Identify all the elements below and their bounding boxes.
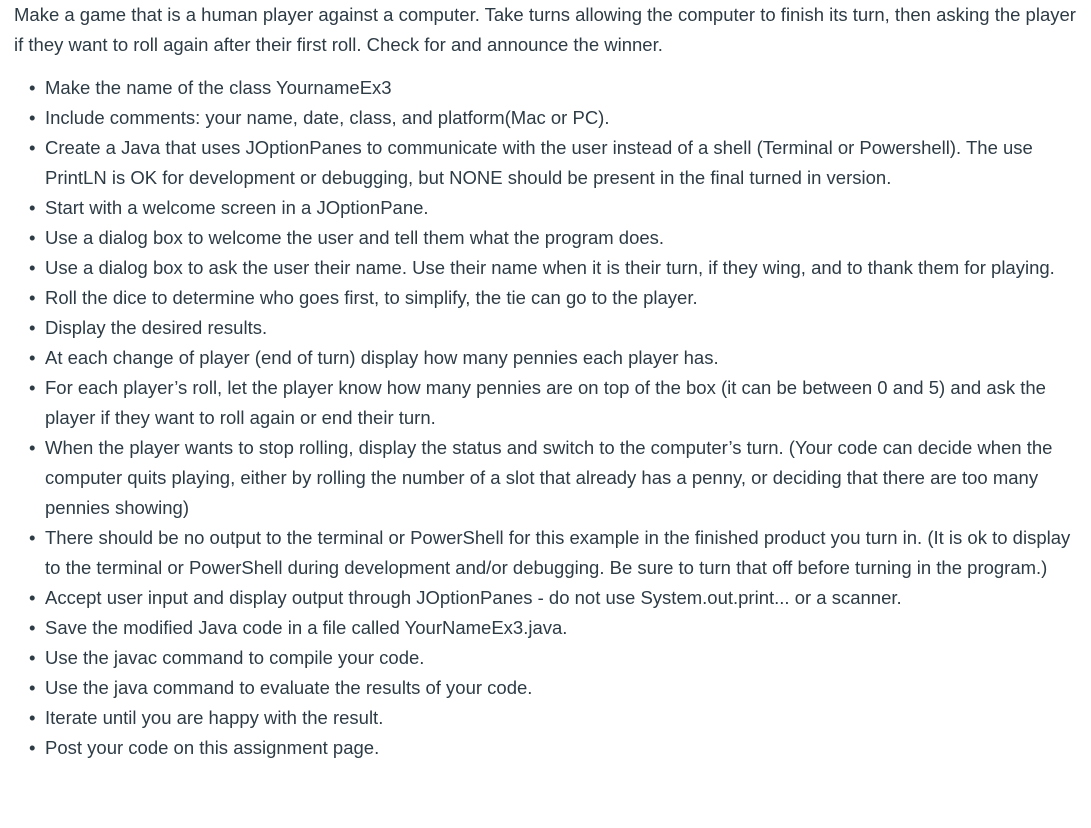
bullet-icon: • — [29, 197, 36, 218]
list-item-text: Create a Java that uses JOptionPanes to communicate with the user instead of a shell (Terminal or Powershell). The use PrintLN is OK for development or debugging, but NONE should be present in the final turned in version. — [45, 137, 1033, 188]
bullet-icon: • — [29, 647, 36, 668]
bullet-icon: • — [29, 437, 36, 458]
bullet-icon: • — [29, 257, 36, 278]
list-item-text: Save the modified Java code in a file called YourNameEx3.java. — [45, 617, 568, 638]
requirements-list — [14, 73, 1077, 763]
bullet-icon: • — [29, 707, 36, 728]
list-item — [29, 283, 1077, 313]
list-item — [29, 673, 1077, 703]
list-item-text: At each change of player (end of turn) display how many pennies each player has. — [45, 347, 719, 368]
bullet-icon: • — [29, 77, 36, 98]
list-item — [29, 433, 1077, 523]
list-item — [29, 733, 1077, 763]
bullet-icon: • — [29, 227, 36, 248]
list-item-text: Iterate until you are happy with the result. — [45, 707, 384, 728]
list-item — [29, 703, 1077, 733]
list-item — [29, 133, 1077, 193]
list-item — [29, 343, 1077, 373]
intro-paragraph: Make a game that is a human player against a computer. Take turns allowing the computer to finish its turn, then asking the player if they want to roll again after their first roll. Check for and announce the winner. — [14, 4, 1076, 55]
bullet-icon: • — [29, 107, 36, 128]
list-item-text: Roll the dice to determine who goes first, to simplify, the tie can go to the player. — [45, 287, 698, 308]
list-item — [29, 523, 1077, 583]
list-item-text: Make the name of the class YournameEx3 — [45, 77, 392, 98]
list-item-text: Use the java command to evaluate the results of your code. — [45, 677, 533, 698]
list-item — [29, 193, 1077, 223]
list-item-text: Post your code on this assignment page. — [45, 737, 380, 758]
list-item-text: Use a dialog box to welcome the user and tell them what the program does. — [45, 227, 665, 248]
list-item — [29, 373, 1077, 433]
bullet-icon: • — [29, 617, 36, 638]
list-item-text: For each player’s roll, let the player know how many pennies are on top of the box (it can be between 0 and 5) and ask the player if they want to roll again or end their turn. — [45, 377, 1046, 428]
bullet-icon: • — [29, 287, 36, 308]
bullet-icon: • — [29, 677, 36, 698]
list-item — [29, 253, 1077, 283]
list-item-text: When the player wants to stop rolling, display the status and switch to the computer’s turn. (Your code can decide when the computer quits playing, either by rolling the number of a slot that already has a penny, or deciding that there are too many pennies showing) — [45, 437, 1053, 518]
list-item-text: There should be no output to the terminal or PowerShell for this example in the finished product you turn in. (It is ok to display to the terminal or PowerShell during development and/or debugging. Be sure to turn that off before turning in the program.) — [45, 527, 1071, 578]
list-item-text: Accept user input and display output through JOptionPanes - do not use System.out.print... or a scanner. — [45, 587, 902, 608]
bullet-icon: • — [29, 587, 36, 608]
bullet-icon: • — [29, 317, 36, 338]
bullet-icon: • — [29, 347, 36, 368]
list-item — [29, 313, 1077, 343]
list-item — [29, 103, 1077, 133]
bullet-icon: • — [29, 737, 36, 758]
list-item-text: Start with a welcome screen in a JOptionPane. — [45, 197, 429, 218]
list-item — [29, 73, 1077, 103]
list-item-text: Include comments: your name, date, class, and platform(Mac or PC). — [45, 107, 610, 128]
list-item-text: Use the javac command to compile your code. — [45, 647, 425, 668]
list-item — [29, 613, 1077, 643]
bullet-icon: • — [29, 377, 36, 398]
list-item — [29, 223, 1077, 253]
bullet-icon: • — [29, 137, 36, 158]
bullet-icon: • — [29, 527, 36, 548]
list-item-text: Use a dialog box to ask the user their name. Use their name when it is their turn, if they wing, and to thank them for playing. — [45, 257, 1055, 278]
list-item — [29, 583, 1077, 613]
list-item-text: Display the desired results. — [45, 317, 268, 338]
list-item — [29, 643, 1077, 673]
